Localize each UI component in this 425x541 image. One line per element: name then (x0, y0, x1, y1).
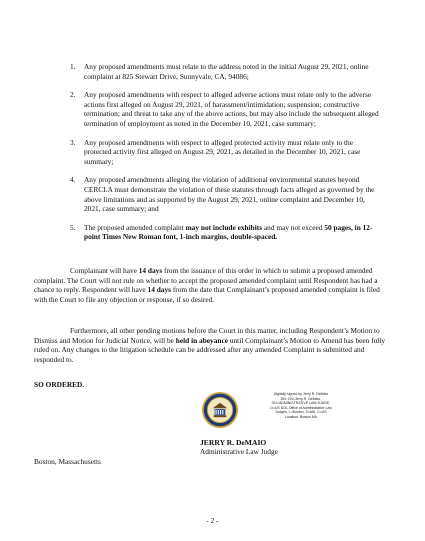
item-text: Any proposed amendments must relate to the address noted in the initial August 29, 2021, online complaint at 825 Stewart Drive, Sunnyvale, CA, 94086; (84, 62, 369, 81)
judge-name: JERRY R. DeMAIO (200, 438, 267, 447)
condition-item (70, 138, 380, 167)
signature-details: Digitally signed by Jerry R. DeMaio DN: CN=Jerry R. DeMaio, OU=ADMINISTRATIVE LAW JUDGE, O=US DOL Office of Administrative Law Judges, L=Boston, S=MA, C=US Location: Boston MA (270, 392, 332, 419)
issue-location: Boston, Massachusetts (34, 457, 101, 466)
item-number: 2. (70, 90, 76, 100)
item-number: 1. (70, 62, 76, 71)
deadline-paragraph: Complainant will have 14 days from the issuance of this order in which to submit a proposed amended complaint. The Court will not rule on whether to accept the proposed amended complaint until Respondent has had a chance to reply. Respondent will have 14 days from the date that Complainant’s proposed amended complaint is filed with the Court to file any objection or response, if so desired. (34, 266, 380, 304)
dept-of-labor-seal-icon (202, 392, 238, 428)
item-number: 5. (70, 222, 76, 232)
abeyance-paragraph: Furthermore, all other pending motions before the Court in this matter, including Respondent’s Motion to Dismiss and Motion for Judicial Notice, will be held in abeyance until Complainant’s Motion to Amend has been fully ruled on. Any changes to the litigation schedule can be addressed after any amended Complaint is submitted and responded to. (34, 326, 386, 364)
item-text: Any proposed amendments with respect to alleged adverse actions must relate only to the adverse actions first alleged on August 29, 2021, of harassment/intimidation; suspension; constructive termination; and threat to take any of the above actions, but may also include the subsequent alleged termination of employment as noted in the December 10, 2021, case summary; (84, 90, 379, 128)
item-text: Any proposed amendments with respect to alleged protected activity must relate only to the protected activity first alleged on August 29, 2021, as detailed in the December 10, 2021, case summary; (84, 137, 361, 166)
condition-item (70, 90, 380, 128)
so-ordered-heading: SO ORDERED. (34, 380, 85, 389)
condition-item (70, 175, 380, 213)
amendment-conditions-list (70, 62, 380, 242)
condition-item (70, 223, 380, 242)
item-bold-text: 50 pages, in 12-point Times New Roman font, 1-inch margins, double-spaced. (84, 222, 373, 242)
digital-signature-block (202, 388, 392, 432)
item-bold-text: may not include exhibits (185, 222, 263, 232)
item-number: 3. (70, 137, 76, 147)
item-number: 4. (70, 175, 76, 185)
item-text: Any proposed amendments alleging the violation of additional environmental statutes beyond CERCLA must demonstrate the violation of these statutes through facts alleged as governed by the above limitations and as supported by the August 29, 2021, online complaint and December 10, 2021, case summary; and (84, 175, 375, 214)
condition-item (70, 62, 380, 81)
item-text: and may not exceed (262, 222, 325, 232)
item-text: The proposed amended complaint (84, 222, 186, 232)
page-number: - 2 - (206, 516, 219, 525)
judge-title: Administrative Law Judge (200, 447, 278, 456)
